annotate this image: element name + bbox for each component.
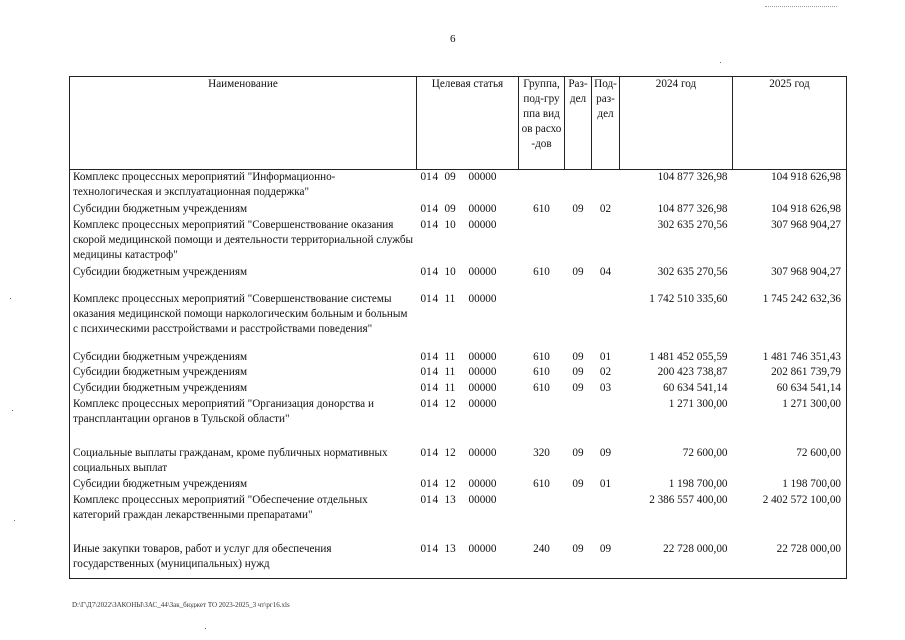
row-group: 610 bbox=[533, 382, 550, 395]
scan-speck bbox=[205, 628, 206, 629]
code-part: 4 bbox=[432, 542, 439, 555]
code-part: 10 bbox=[444, 218, 456, 231]
code-part: 09 bbox=[444, 171, 456, 183]
row-sum-2025: 104 918 626,98 bbox=[733, 202, 847, 218]
row-name: Субсидии бюджетным учреждениям bbox=[70, 265, 417, 291]
code-part: 01 bbox=[420, 350, 432, 363]
row-section: 09 bbox=[572, 266, 584, 279]
row-name: Комплекс процессных мероприятий "Информационно-технологическая и эксплуатационная поддержка" bbox=[70, 170, 417, 202]
row-sum-2025: 307 968 904,27 bbox=[733, 218, 847, 266]
code-part: 00000 bbox=[468, 218, 497, 231]
row-group bbox=[519, 218, 565, 266]
row-subsection bbox=[592, 292, 620, 350]
code-part: 4 bbox=[432, 398, 439, 411]
code-part: 4 bbox=[432, 382, 439, 395]
code-part: 01 bbox=[420, 218, 432, 231]
row-subsection bbox=[592, 397, 620, 446]
code-part: 01 bbox=[420, 398, 432, 411]
row-sum-2024: 104 877 326,98 bbox=[657, 171, 728, 183]
code-part: 09 bbox=[444, 202, 456, 215]
code-part: 4 bbox=[432, 478, 439, 491]
row-target-code bbox=[417, 477, 519, 493]
row-subsection: 02 bbox=[599, 366, 612, 379]
code-part: 4 bbox=[432, 202, 439, 215]
header-year-2025: 2025 год bbox=[733, 77, 847, 170]
row-sum-2024: 72 600,00 bbox=[682, 446, 728, 459]
table-row bbox=[70, 397, 847, 446]
code-part: 00000 bbox=[468, 350, 497, 363]
row-sum-2024: 302 635 270,56 bbox=[657, 266, 728, 279]
code-part: 4 bbox=[432, 446, 439, 459]
table-row bbox=[70, 365, 847, 381]
page-number: 6 bbox=[450, 33, 456, 45]
row-subsection bbox=[592, 218, 620, 266]
row-section: 09 bbox=[565, 542, 592, 579]
row-group: 320 bbox=[533, 446, 550, 459]
row-section: 09 bbox=[572, 350, 584, 363]
scan-speck bbox=[720, 62, 721, 63]
row-name: Комплекс процессных мероприятий "Совершенствование системы оказания медицинской помощи наркологическим больным и больным с психическими расстройствами и расстройствами поведения" bbox=[70, 292, 417, 350]
table-header-row bbox=[70, 77, 847, 170]
row-group bbox=[519, 397, 565, 446]
header-section: Раз-дел bbox=[565, 77, 592, 170]
code-part: 12 bbox=[444, 478, 456, 491]
row-subsection: 01 bbox=[599, 478, 612, 491]
header-year-2024: 2024 год bbox=[620, 77, 733, 170]
row-target-code bbox=[417, 170, 519, 202]
code-part: 13 bbox=[444, 542, 456, 555]
row-section: 09 bbox=[572, 382, 584, 395]
code-part: 00000 bbox=[468, 478, 497, 491]
code-part: 4 bbox=[432, 292, 439, 305]
row-name: Субсидии бюджетным учреждениям bbox=[70, 477, 417, 493]
row-subsection: 09 bbox=[592, 542, 620, 579]
row-sum-2024: 200 423 738,87 bbox=[657, 366, 728, 379]
footer-file-path: D:\Г\Д7\2022\ЗАКОНЫ\ЗАС_44\Зак_бюджет ТО 2023-2025_3 чт\рг16.xls bbox=[72, 601, 290, 609]
row-subsection bbox=[592, 170, 620, 202]
scan-speck bbox=[12, 410, 13, 411]
row-subsection: 02 bbox=[599, 202, 612, 215]
row-section: 09 bbox=[572, 366, 584, 379]
code-part: 00000 bbox=[468, 171, 497, 183]
row-name: Субсидии бюджетным учреждениям bbox=[70, 350, 417, 366]
code-part: 01 bbox=[420, 366, 432, 379]
row-group: 610 bbox=[533, 266, 550, 279]
row-sum-2024: 1 481 452 055,59 bbox=[649, 350, 728, 363]
row-name: Субсидии бюджетным учреждениям bbox=[70, 365, 417, 381]
row-name: Комплекс процессных мероприятий "Обеспечение отдельных категорий граждан лекарственными препаратами" bbox=[70, 493, 417, 542]
row-section: 09 bbox=[572, 202, 584, 215]
row-group: 610 bbox=[533, 478, 550, 491]
row-name: Комплекс процессных мероприятий "Организация донорства и трансплантации органов в Тульской области" bbox=[70, 397, 417, 446]
table-row bbox=[70, 292, 847, 350]
code-part: 01 bbox=[420, 494, 432, 507]
code-part: 00000 bbox=[468, 446, 497, 459]
code-part: 4 bbox=[432, 218, 439, 231]
row-target-code bbox=[417, 218, 519, 266]
row-section bbox=[565, 218, 592, 266]
code-part: 00000 bbox=[468, 542, 497, 555]
row-section: 09 bbox=[572, 446, 584, 459]
code-part: 01 bbox=[420, 202, 432, 215]
code-part: 4 bbox=[432, 366, 439, 379]
table-body bbox=[70, 170, 847, 579]
row-name: Иные закупки товаров, работ и услуг для обеспечения государственных (муниципальных) нужд bbox=[70, 542, 417, 579]
row-group: 240 bbox=[519, 542, 565, 579]
row-sum-2025: 72 600,00 bbox=[733, 446, 847, 478]
row-sum-2024: 22 728 000,00 bbox=[620, 542, 733, 579]
code-part: 11 bbox=[444, 292, 456, 305]
row-section bbox=[565, 170, 592, 202]
row-section: 09 bbox=[572, 478, 584, 491]
row-group bbox=[519, 170, 565, 202]
code-part: 01 bbox=[420, 266, 432, 279]
code-part: 01 bbox=[420, 446, 432, 459]
row-sum-2024: 2 386 557 400,00 bbox=[649, 494, 728, 507]
code-part: 00000 bbox=[468, 266, 497, 279]
row-target-code bbox=[417, 493, 519, 542]
row-sum-2025: 1 481 746 351,43 bbox=[733, 350, 847, 366]
code-part: 12 bbox=[444, 398, 456, 411]
row-sum-2024: 302 635 270,56 bbox=[657, 218, 728, 231]
row-subsection: 03 bbox=[599, 382, 612, 395]
table-row bbox=[70, 493, 847, 542]
code-part: 4 bbox=[432, 266, 439, 279]
budget-table bbox=[69, 76, 847, 579]
row-group: 610 bbox=[533, 366, 550, 379]
code-part: 10 bbox=[444, 266, 456, 279]
row-target-code bbox=[417, 365, 519, 381]
scan-speck bbox=[10, 298, 11, 299]
table-row bbox=[70, 446, 847, 478]
code-part: 00000 bbox=[468, 292, 497, 305]
code-part: 4 bbox=[432, 171, 439, 183]
row-target-code bbox=[417, 202, 519, 218]
code-part: 11 bbox=[444, 350, 456, 363]
row-sum-2025: 2 402 572 100,00 bbox=[733, 493, 847, 542]
code-part: 00000 bbox=[468, 382, 497, 395]
code-part: 00000 bbox=[468, 202, 497, 215]
header-subsection: Под-раз-дел bbox=[592, 77, 620, 170]
code-part: 01 bbox=[420, 542, 432, 555]
code-part: 00000 bbox=[468, 366, 497, 379]
row-sum-2025: 104 918 626,98 bbox=[733, 170, 847, 202]
code-part: 12 bbox=[444, 446, 456, 459]
row-name: Комплекс процессных мероприятий "Совершенствование оказания скорой медицинской помощи и деятельности территориальной службы медицины катастроф" bbox=[70, 218, 417, 266]
row-sum-2025: 22 728 000,00 bbox=[733, 542, 847, 579]
header-name: Наименование bbox=[70, 77, 417, 170]
row-section bbox=[565, 493, 592, 542]
code-part: 01 bbox=[420, 382, 432, 395]
row-group bbox=[519, 292, 565, 350]
scan-corner-mark bbox=[765, 6, 837, 13]
row-sum-2024: 60 634 541,14 bbox=[663, 382, 728, 395]
code-part: 00000 bbox=[468, 494, 497, 507]
row-sum-2024: 104 877 326,98 bbox=[657, 202, 728, 215]
code-part: 00000 bbox=[468, 398, 497, 411]
row-name: Субсидии бюджетным учреждениям bbox=[70, 202, 417, 218]
table-row bbox=[70, 170, 847, 202]
row-target-code bbox=[417, 381, 519, 397]
code-part: 01 bbox=[420, 478, 432, 491]
table-row bbox=[70, 218, 847, 266]
row-sum-2024: 1 271 300,00 bbox=[668, 398, 728, 411]
row-target-code bbox=[417, 446, 519, 478]
table-row bbox=[70, 381, 847, 397]
row-sum-2025: 202 861 739,79 bbox=[733, 365, 847, 381]
code-part: 01 bbox=[420, 171, 432, 183]
code-part: 13 bbox=[444, 494, 456, 507]
header-group: Группа, под-группа видов расхо-дов bbox=[519, 77, 565, 170]
row-sum-2025: 1 198 700,00 bbox=[733, 477, 847, 493]
row-target-code bbox=[417, 265, 519, 291]
row-sum-2025: 307 968 904,27 bbox=[733, 265, 847, 291]
code-part: 4 bbox=[432, 494, 439, 507]
row-sum-2025: 60 634 541,14 bbox=[733, 381, 847, 397]
table-row bbox=[70, 202, 847, 218]
header-target: Целевая статья bbox=[417, 77, 519, 170]
row-subsection: 04 bbox=[599, 266, 612, 279]
row-target-code bbox=[417, 350, 519, 366]
row-sum-2025: 1 745 242 632,36 bbox=[733, 292, 847, 350]
row-target-code bbox=[417, 542, 519, 579]
row-target-code bbox=[417, 292, 519, 350]
row-name: Субсидии бюджетным учреждениям bbox=[70, 381, 417, 397]
row-section bbox=[565, 292, 592, 350]
row-group bbox=[519, 493, 565, 542]
row-sum-2024: 1 742 510 335,60 bbox=[649, 292, 728, 305]
table-row bbox=[70, 477, 847, 493]
row-group: 610 bbox=[533, 350, 550, 363]
scan-speck bbox=[14, 520, 15, 521]
row-subsection: 01 bbox=[599, 350, 612, 363]
table-row bbox=[70, 542, 847, 579]
code-part: 11 bbox=[444, 366, 456, 379]
row-sum-2025: 1 271 300,00 bbox=[733, 397, 847, 446]
code-part: 11 bbox=[444, 382, 456, 395]
code-part: 01 bbox=[420, 292, 432, 305]
table-row bbox=[70, 350, 847, 366]
row-subsection: 09 bbox=[599, 446, 612, 459]
row-section bbox=[565, 397, 592, 446]
code-part: 4 bbox=[432, 350, 439, 363]
table-row bbox=[70, 265, 847, 291]
row-subsection bbox=[592, 493, 620, 542]
row-target-code bbox=[417, 397, 519, 446]
row-group: 610 bbox=[533, 202, 550, 215]
row-name: Социальные выплаты гражданам, кроме публичных нормативных социальных выплат bbox=[70, 446, 417, 478]
row-sum-2024: 1 198 700,00 bbox=[668, 478, 728, 491]
